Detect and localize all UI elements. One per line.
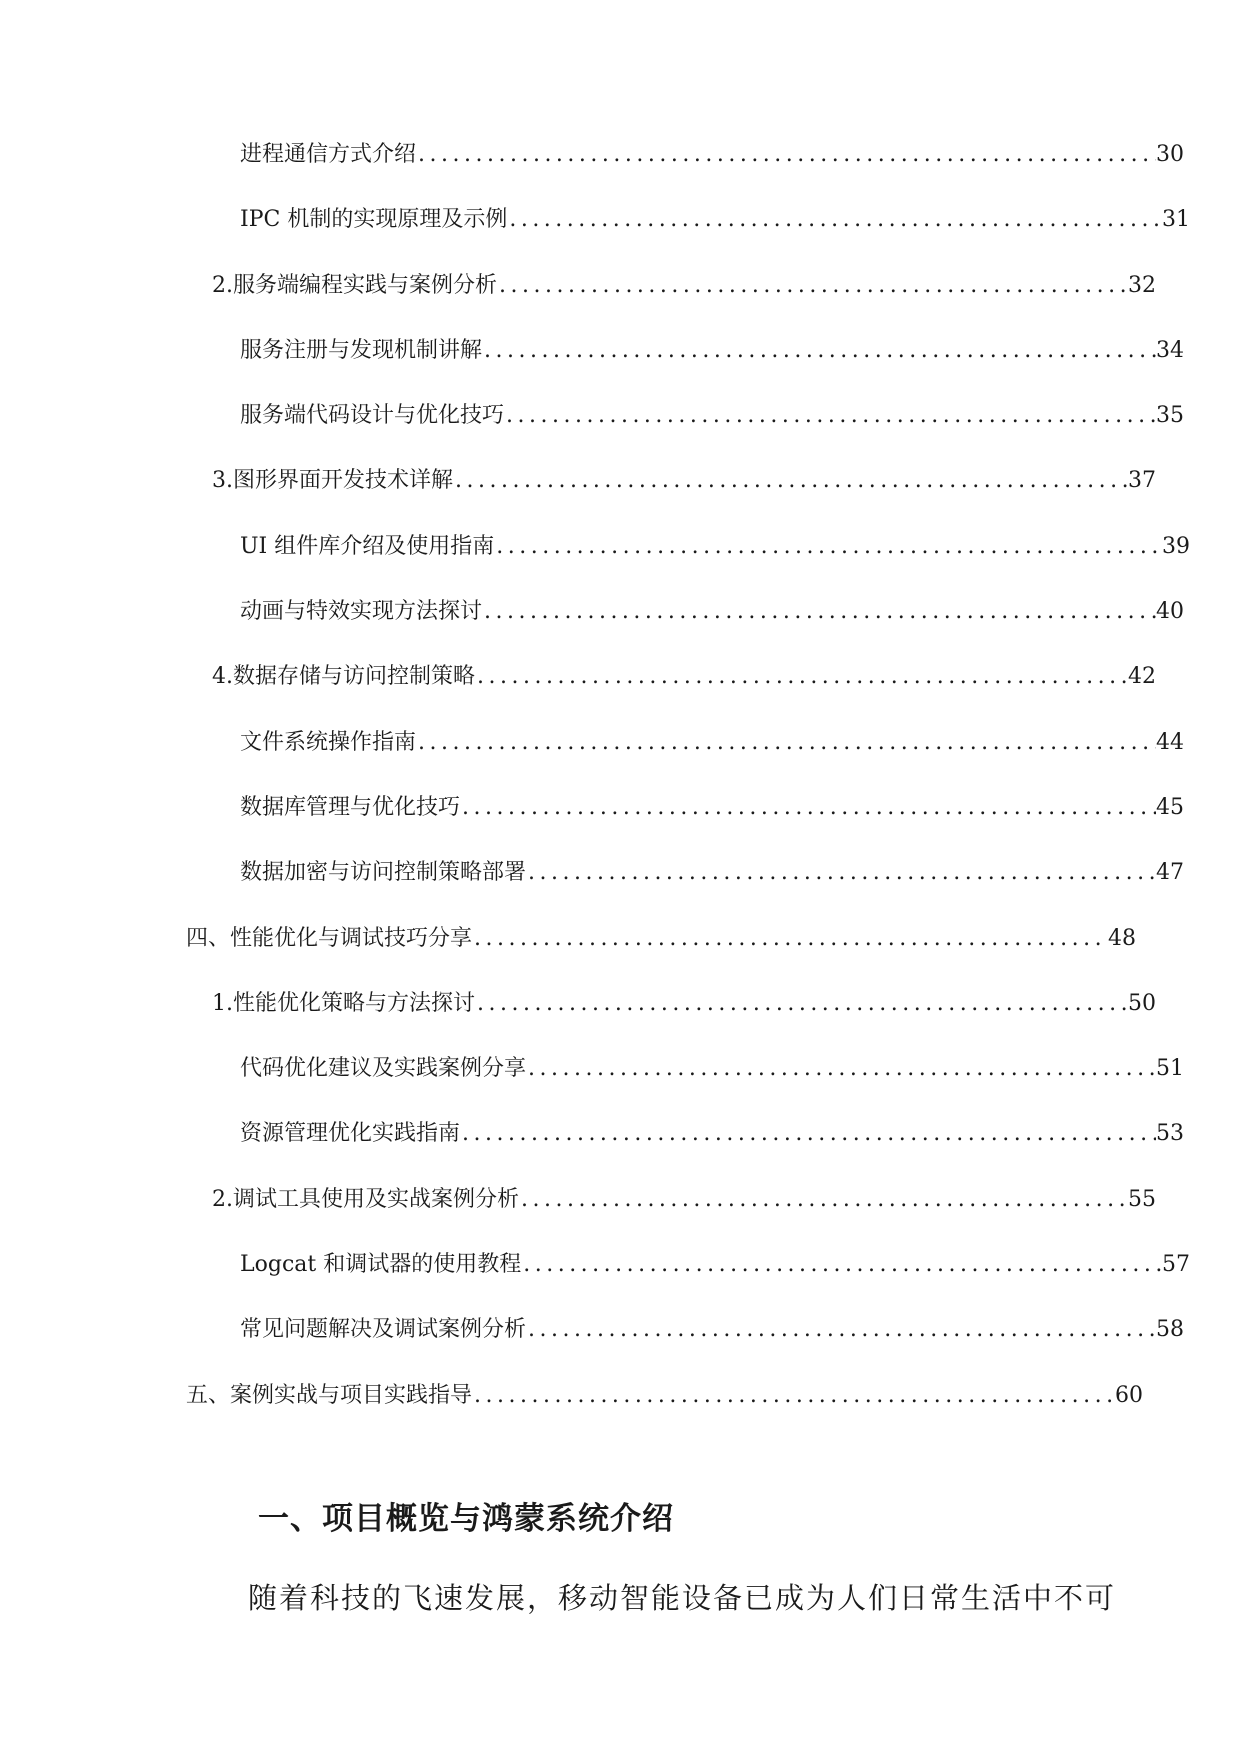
toc-page-number: 34 xyxy=(1156,337,1184,363)
toc-page-number: 51 xyxy=(1156,1056,1184,1082)
toc-leader-dots xyxy=(474,1381,1115,1411)
toc-entry[interactable] xyxy=(0,662,1156,727)
toc-leader-dots xyxy=(462,1119,1156,1149)
toc-page-number: 39 xyxy=(1162,533,1190,559)
toc-entry-number: 3. xyxy=(212,468,233,494)
body-paragraph: 随着科技的飞速发展，移动智能设备已成为人们日常生活中不可 xyxy=(248,1581,1117,1615)
toc-entry-title: 服务端代码设计与优化技巧 xyxy=(240,403,505,429)
toc-leader-dots xyxy=(506,401,1156,431)
toc-leader-dots xyxy=(496,532,1162,562)
toc-page-number: 32 xyxy=(1128,272,1156,298)
toc-entry-number: 2. xyxy=(212,272,233,298)
toc-entry[interactable] xyxy=(0,793,1184,858)
toc-entry[interactable] xyxy=(0,140,1184,205)
toc-leader-dots xyxy=(455,466,1128,496)
toc-page-number: 42 xyxy=(1128,664,1156,690)
toc-entry-title: 服务端编程实践与案例分析 xyxy=(233,272,498,298)
toc-entry-title: 文件系统操作指南 xyxy=(240,729,417,755)
toc-entry-title: 性能优化策略与方法探讨 xyxy=(233,990,476,1016)
toc-entry-title: 进程通信方式介绍 xyxy=(240,142,417,167)
toc-page-number: 60 xyxy=(1115,1382,1143,1408)
toc-leader-dots xyxy=(474,924,1108,954)
toc-entry-title: 资源管理优化实践指南 xyxy=(240,1121,461,1147)
toc-page-number: 37 xyxy=(1128,468,1156,494)
toc-entry[interactable] xyxy=(0,1054,1184,1119)
toc-leader-dots xyxy=(477,989,1128,1019)
toc-entry-number: 1. xyxy=(212,990,233,1016)
toc-page-number: 45 xyxy=(1156,794,1184,820)
toc-page-number: 44 xyxy=(1156,729,1184,755)
toc-page-number: 30 xyxy=(1156,142,1184,167)
toc-entry-title: 数据库管理与优化技巧 xyxy=(240,794,461,820)
toc-leader-dots xyxy=(523,1250,1162,1280)
toc-leader-dots xyxy=(528,1054,1156,1084)
toc-entry[interactable] xyxy=(0,1185,1156,1250)
toc-entry-title: 动画与特效实现方法探讨 xyxy=(240,599,483,625)
section-heading: 一、项目概览与鸿蒙系统介绍 xyxy=(258,1501,674,1537)
toc-entry-title: UI 组件库介绍及使用指南 xyxy=(240,533,495,559)
toc-entry[interactable] xyxy=(0,466,1156,531)
toc-entry[interactable] xyxy=(0,1119,1184,1184)
toc-entry[interactable] xyxy=(0,1381,1143,1446)
table-of-contents xyxy=(0,140,1241,1446)
toc-leader-dots xyxy=(462,793,1156,823)
toc-page-number: 58 xyxy=(1156,1317,1184,1343)
toc-entry-title: 数据存储与访问控制策略 xyxy=(233,664,476,690)
toc-entry[interactable] xyxy=(0,728,1184,793)
toc-page-number: 40 xyxy=(1156,599,1184,625)
toc-entry-title: 常见问题解决及调试案例分析 xyxy=(240,1317,527,1343)
toc-entry[interactable] xyxy=(0,989,1156,1054)
toc-entry-title: 代码优化建议及实践案例分享 xyxy=(240,1056,527,1082)
toc-leader-dots xyxy=(521,1185,1128,1215)
toc-entry[interactable] xyxy=(0,858,1184,923)
toc-entry[interactable] xyxy=(0,1315,1184,1380)
toc-entry[interactable] xyxy=(0,205,1190,270)
toc-leader-dots xyxy=(484,597,1156,627)
toc-entry[interactable] xyxy=(0,336,1184,401)
toc-leader-dots xyxy=(477,662,1128,692)
toc-page-number: 50 xyxy=(1128,990,1156,1016)
toc-page-number: 57 xyxy=(1162,1252,1190,1278)
toc-page-number: 53 xyxy=(1156,1121,1184,1147)
toc-leader-dots xyxy=(484,336,1156,366)
toc-entry-title: 四、性能优化与调试技巧分享 xyxy=(186,925,473,951)
toc-page-number: 48 xyxy=(1108,925,1136,951)
toc-entry[interactable] xyxy=(0,271,1156,336)
toc-entry-number: 2. xyxy=(212,1186,233,1212)
toc-entry-title: Logcat 和调试器的使用教程 xyxy=(240,1252,522,1278)
toc-page-number: 35 xyxy=(1156,403,1184,429)
toc-leader-dots xyxy=(418,728,1156,758)
toc-entry-title: 调试工具使用及实战案例分析 xyxy=(233,1186,520,1212)
toc-entry-number: 4. xyxy=(212,664,233,690)
toc-entry[interactable] xyxy=(0,924,1136,989)
toc-leader-dots xyxy=(509,205,1162,235)
toc-entry[interactable] xyxy=(0,401,1184,466)
toc-leader-dots xyxy=(418,140,1156,170)
toc-leader-dots xyxy=(528,858,1156,888)
toc-page-number: 55 xyxy=(1128,1186,1156,1212)
toc-entry[interactable] xyxy=(0,1250,1190,1315)
toc-leader-dots xyxy=(528,1315,1156,1345)
toc-page-number: 47 xyxy=(1156,860,1184,886)
toc-entry-title: 服务注册与发现机制讲解 xyxy=(240,337,483,363)
toc-entry-title: 五、案例实战与项目实践指导 xyxy=(186,1382,473,1408)
toc-leader-dots xyxy=(499,271,1128,301)
toc-page-number: 31 xyxy=(1162,207,1190,233)
toc-entry[interactable] xyxy=(0,532,1190,597)
toc-entry-title: IPC 机制的实现原理及示例 xyxy=(240,207,508,233)
toc-entry-title: 数据加密与访问控制策略部署 xyxy=(240,860,527,886)
toc-entry[interactable] xyxy=(0,597,1184,662)
toc-entry-title: 图形界面开发技术详解 xyxy=(233,468,454,494)
